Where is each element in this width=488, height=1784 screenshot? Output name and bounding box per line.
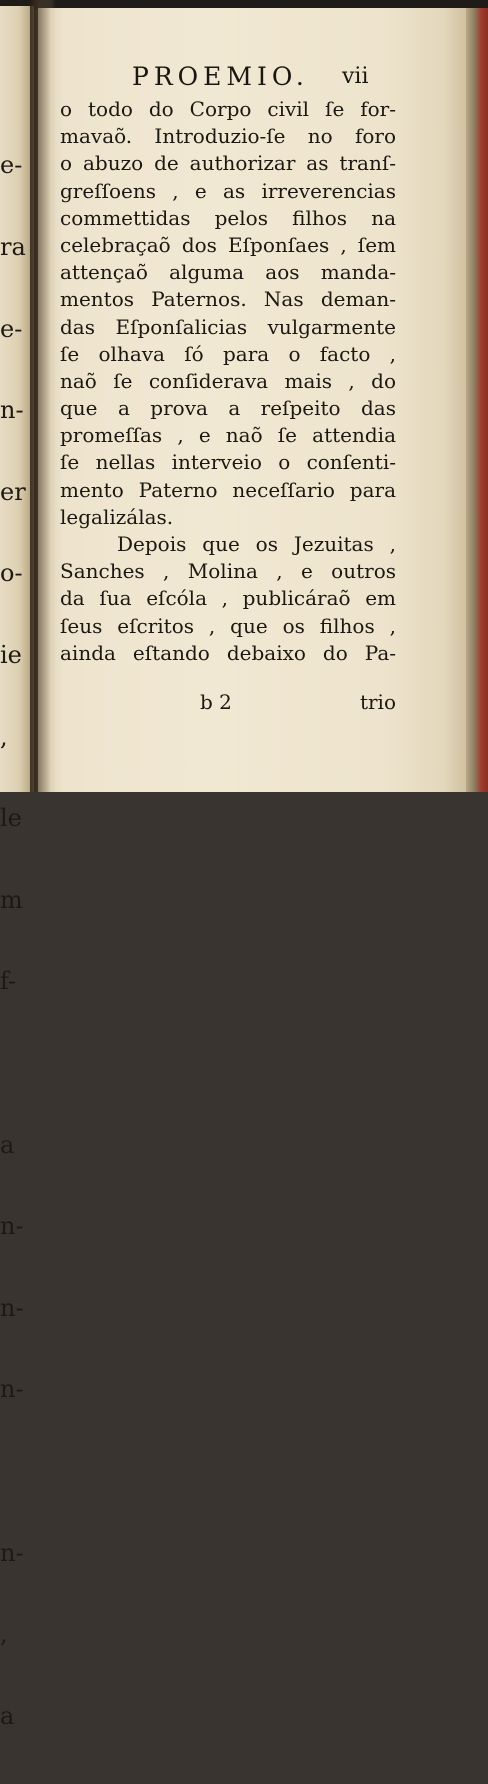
text-line: que a prova a reſpeito das — [60, 396, 396, 421]
paragraph-start-line: Depois que os Jezuitas , — [117, 532, 396, 556]
text-line: ſe olhava ſó para o facto , — [60, 341, 396, 366]
left-fragment — [0, 1458, 30, 1485]
left-fragment: f- — [0, 967, 17, 996]
text-line: commettidas pelos filhos na — [60, 205, 396, 230]
left-fragment: n- — [0, 1293, 24, 1322]
signature-mark: b 2 — [200, 690, 232, 714]
text-line: o abuzo de authorizar as tranſ- — [60, 151, 396, 176]
right-page-edge — [466, 8, 488, 792]
paragraph-end-line: legalizálas. — [60, 504, 174, 529]
left-fragment: a — [0, 1701, 15, 1730]
left-fragment: m — [0, 885, 23, 914]
left-fragment: er — [0, 477, 26, 506]
text-line: ainda eſtando debaixo do Pa- — [60, 640, 396, 665]
text-line: da ſua eſcóla , publicáraõ em — [60, 586, 396, 611]
left-page-text-fragments — [0, 98, 30, 1784]
left-fragment: n- — [0, 1212, 24, 1241]
catchword: trio — [359, 690, 396, 714]
text-line: mento Paterno neceſſario para — [60, 477, 396, 502]
left-fragment: e- — [0, 151, 23, 180]
text-line: greſſoens , e as irreverencias — [60, 178, 396, 203]
left-fragment: a — [0, 1130, 15, 1159]
text-line: promeſſas , e naõ ſe attendia — [60, 423, 396, 448]
left-fragment: , — [0, 722, 8, 751]
text-line: das Eſponſalicias vulgarmente — [60, 314, 396, 339]
left-fragment: , — [0, 1620, 8, 1649]
text-line: naõ ſe conſiderava mais , do — [60, 368, 396, 393]
page-number: vii — [342, 64, 369, 89]
text-line: Sanches , Molina , e outros — [60, 559, 396, 584]
text-line: mavaõ. Introduzio-ſe no foro — [60, 124, 396, 149]
left-fragment: n- — [0, 1538, 24, 1567]
page-footer — [60, 690, 396, 718]
left-facing-page — [0, 6, 34, 1730]
left-fragment: e- — [0, 314, 23, 343]
page-header — [132, 62, 412, 96]
left-fragment — [0, 1050, 30, 1077]
left-fragment: n- — [0, 396, 24, 425]
left-fragment: o- — [0, 559, 23, 588]
body-text — [60, 96, 396, 667]
text-line: o todo do Corpo civil ſe for- — [60, 97, 396, 121]
running-head: PROEMIO. — [132, 62, 309, 91]
left-fragment: le — [0, 804, 22, 833]
left-fragment: ra — [0, 233, 26, 261]
text-line: mentos Paternos. Nas deman- — [60, 287, 396, 312]
text-line: ſeus eſcritos , que os filhos , — [60, 613, 396, 638]
text-line: ſe nellas interveio o conſenti- — [60, 450, 396, 475]
text-line: attençaõ alguma aos manda- — [60, 260, 396, 285]
binding-gutter — [30, 0, 56, 792]
left-fragment: ie — [0, 640, 22, 669]
left-fragment: n- — [0, 1375, 24, 1404]
text-line: celebraçaõ dos Eſponſaes , ſem — [60, 232, 396, 257]
